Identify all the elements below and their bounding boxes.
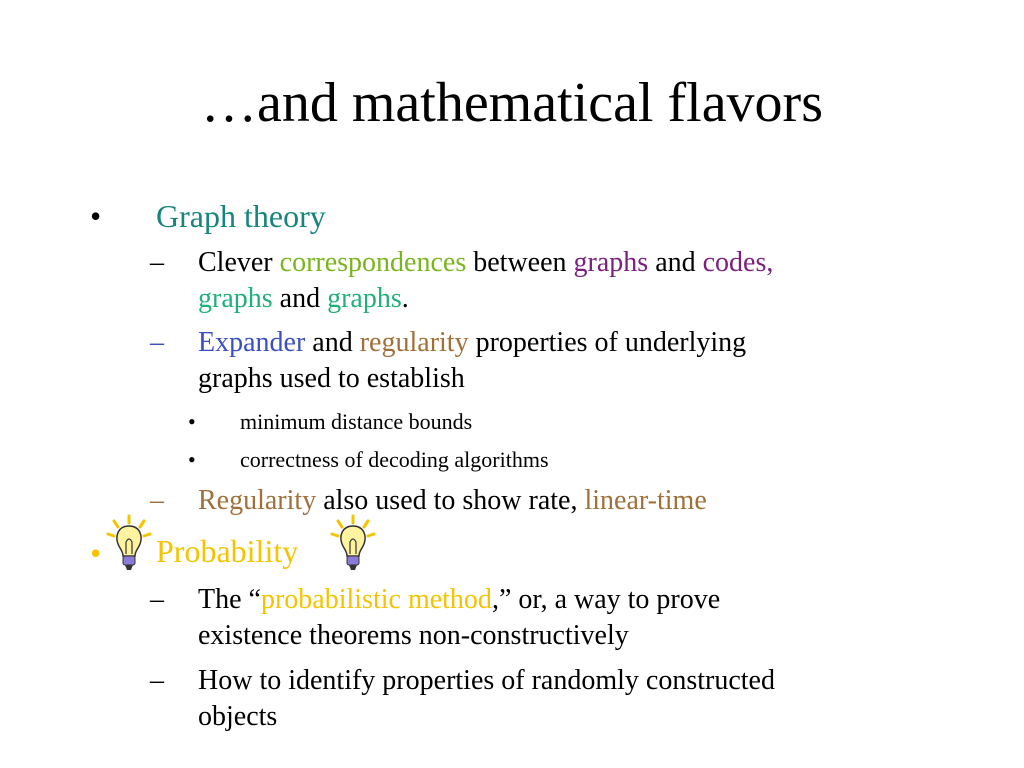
lightbulb-icon	[330, 514, 376, 574]
bullet-marker: •	[188, 409, 196, 434]
text-span: ,” or, a way to prove	[491, 584, 721, 615]
graph-item1-line1	[198, 245, 773, 281]
text-span: properties of underlying	[468, 327, 747, 358]
highlight-probabilistic-method: probabilistic method	[260, 584, 492, 615]
text-span: and	[648, 247, 703, 278]
probability-item2-line2: objects	[198, 701, 278, 732]
dash-marker: –	[150, 327, 164, 358]
text-span: and	[305, 327, 360, 358]
text-span: .	[401, 283, 409, 314]
highlight-regularity: regularity	[359, 327, 469, 358]
bullet-marker: •	[90, 535, 102, 571]
sub-item-minimum-distance: minimum distance bounds	[240, 409, 473, 434]
highlight-graphs: graphs	[198, 283, 273, 314]
text-span: also used to show rate,	[316, 485, 585, 516]
highlight-linear-time: linear-time	[584, 485, 707, 516]
graph-item1-line2	[198, 281, 409, 317]
bullet-marker: •	[188, 447, 196, 472]
graph-item2-line1	[198, 325, 746, 361]
probability-heading: Probability	[156, 533, 299, 569]
highlight-regularity: Regularity	[198, 485, 317, 516]
highlight-expander: Expander	[198, 327, 306, 358]
text-span: between	[466, 247, 574, 278]
dash-marker: –	[150, 665, 164, 696]
probability-item1-line1	[198, 582, 720, 618]
dash-marker: –	[150, 247, 164, 278]
highlight-correspondences: correspondences	[279, 247, 467, 278]
probability-item1-line2: existence theorems non-constructively	[198, 620, 629, 651]
graph-item3	[198, 483, 707, 519]
graph-theory-heading: Graph theory	[156, 198, 326, 234]
lightbulb-icon	[106, 514, 152, 574]
bullet-marker: •	[90, 198, 102, 234]
text-span: The “	[198, 584, 261, 615]
text-span: Clever	[198, 247, 280, 278]
dash-marker: –	[150, 584, 164, 615]
probability-item2-line1: How to identify properties of randomly constructed	[198, 665, 775, 696]
highlight-codes: codes,	[702, 247, 774, 278]
highlight-graphs: graphs	[573, 247, 649, 278]
text-span: and	[272, 283, 328, 314]
slide-title: …and mathematical flavors	[201, 72, 823, 134]
highlight-graphs: graphs	[327, 283, 402, 314]
sub-item-decoding-correctness: correctness of decoding algorithms	[240, 447, 549, 472]
dash-marker: –	[150, 485, 164, 516]
graph-item2-line2: graphs used to establish	[198, 363, 465, 394]
